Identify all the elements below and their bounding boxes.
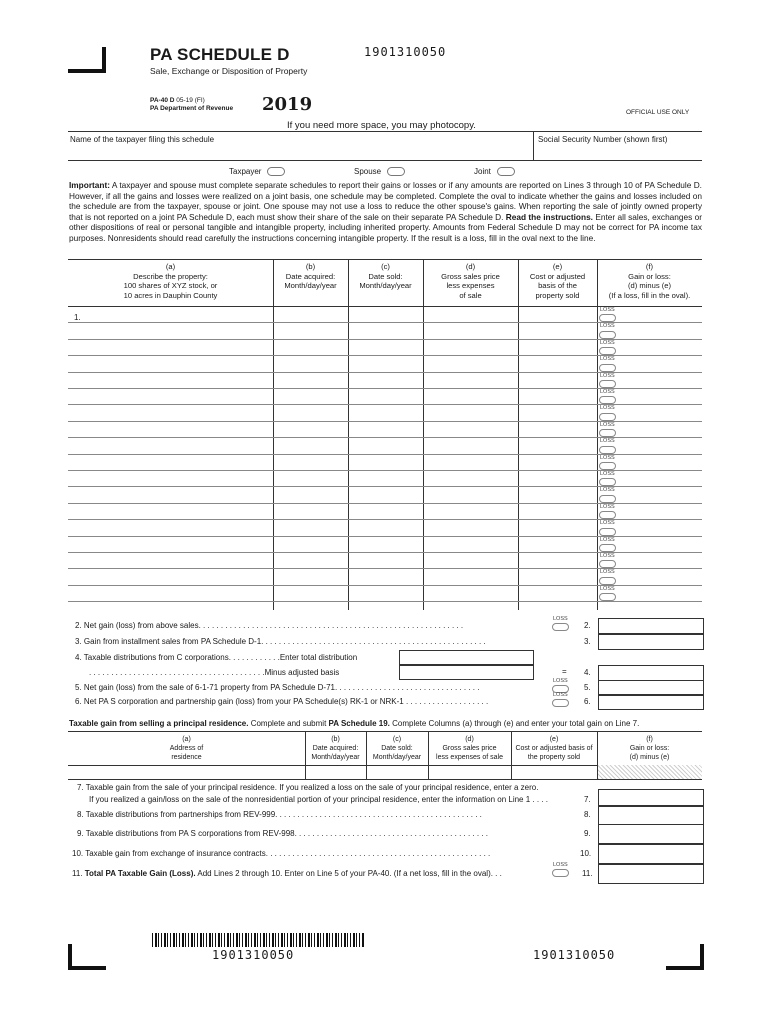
column-header-line: of sale: [459, 290, 482, 300]
residence-column-header-line: the property sold: [527, 754, 581, 761]
residence-column-header-line: less expenses of sale: [436, 754, 503, 761]
loss-oval[interactable]: [599, 314, 616, 322]
line-7-text-2: If you realized a gain/loss on the sale of the nonresidential portion of your principal residence, enter the information on Line 1 . . . .: [89, 795, 548, 804]
column-header-c: [348, 262, 423, 291]
column-header-line: Date sold:: [368, 271, 403, 281]
residence-column-header-line: (d) minus (e): [629, 754, 670, 761]
residence-column-header-line: Address of: [169, 745, 204, 752]
line-11-loss-label: LOSS: [553, 862, 568, 868]
important-instructions: [69, 180, 702, 244]
column-header-d: [423, 262, 518, 300]
column-header-line: basis of the: [538, 281, 577, 290]
residence-column-header-line: Month/day/year: [311, 754, 360, 761]
loss-label: LOSS: [600, 356, 615, 363]
line-11-loss-oval[interactable]: [552, 869, 569, 877]
joint-oval[interactable]: [497, 167, 515, 176]
column-header-line: Describe the property:: [133, 271, 208, 281]
photocopy-note: If you need more space, you may photocopy.: [287, 120, 476, 131]
loss-oval[interactable]: [599, 544, 616, 552]
column-header-line: Month/day/year: [359, 281, 412, 290]
tail-line-amount[interactable]: [598, 824, 704, 844]
summary-line-number: 3.: [584, 637, 591, 646]
line-11-amount[interactable]: [598, 864, 704, 884]
residence-heading-schedule: PA Schedule 19.: [328, 719, 390, 728]
tail-line-text: 8. Taxable distributions from partnerships from REV-999. . . . . . . . . . . . . . . . . . . . . . . . . . . . . . . . . . . . . . . . . . . . . . .: [77, 810, 482, 819]
line-11-prefix: 11.: [72, 869, 85, 878]
loss-oval[interactable]: [599, 413, 616, 421]
summary-loss-oval[interactable]: [552, 623, 569, 631]
column-header-line: property sold: [535, 290, 580, 300]
form-id-revision: 05-19 (FI): [176, 97, 205, 104]
loss-label: LOSS: [600, 339, 615, 346]
loss-label: LOSS: [600, 569, 615, 576]
form-title: PA SCHEDULE D: [150, 45, 290, 64]
tail-line-number: 10.: [580, 849, 592, 858]
column-key: (e): [552, 262, 563, 271]
residence-column-header-line: Gross sales price: [442, 745, 497, 752]
line-1-label: 1.: [74, 313, 81, 322]
summary-line-amount[interactable]: [598, 618, 704, 634]
residence-heading-bold: Taxable gain from selling a principal residence.: [69, 719, 249, 728]
barcode: [152, 933, 364, 947]
loss-oval[interactable]: [599, 528, 616, 536]
loss-oval[interactable]: [599, 478, 616, 486]
line-7-number: 7.: [584, 795, 591, 804]
summary-line-text: . . . . . . . . . . . . . . . . . . . . . . . . . . . . . . . . . . . . . . . .Minus adjusted basis: [89, 668, 340, 677]
summary-loss-label: LOSS: [553, 616, 568, 622]
residence-column-key: (f): [646, 736, 653, 743]
summary-line-number: 4.: [584, 668, 591, 677]
summary-line-number: 5.: [584, 683, 591, 692]
loss-oval[interactable]: [599, 560, 616, 568]
residence-column-key: (b): [331, 736, 340, 743]
line-11-body: Add Lines 2 through 10. Enter on Line 5 of your PA-40. (If a net loss, fill in the oval). . .: [195, 869, 502, 878]
taxpayer-name-field[interactable]: [70, 146, 530, 159]
tail-line-number: 8.: [584, 810, 591, 819]
line-11-bold: Total PA Taxable Gain (Loss).: [84, 869, 196, 878]
loss-label: LOSS: [600, 372, 615, 379]
column-key: (a): [165, 262, 176, 271]
registration-mark-bottom-right: [666, 944, 704, 970]
residence-column-header-f: [597, 735, 702, 762]
important-lead: Important:: [69, 180, 111, 190]
loss-oval[interactable]: [599, 511, 616, 519]
column-header-e: [518, 262, 597, 300]
loss-oval[interactable]: [599, 347, 616, 355]
loss-label: LOSS: [600, 405, 615, 412]
joint-option[interactable]: [474, 167, 515, 176]
ssn-label: Social Security Number (shown first): [538, 135, 668, 144]
spouse-option-label: Spouse: [354, 167, 382, 176]
column-header-line: Cost or adjusted: [529, 271, 586, 281]
summary-line-text: 5. Net gain (loss) from the sale of 6-1-71 property from PA Schedule D-71. . . . . . . . . . . . . . . . . . . . . . . . . . . . . . . . .: [75, 683, 480, 692]
column-key: (b): [305, 262, 316, 271]
loss-label: LOSS: [600, 536, 615, 543]
residence-heading-end: Complete Columns (a) through (e) and enter your total gain on Line 7.: [389, 719, 640, 728]
residence-column-header-c: [366, 735, 428, 762]
tail-line-text: 9. Taxable distributions from PA S corporations from REV-998. . . . . . . . . . . . . . . . . . . . . . . . . . . . . . . . . . . . . . . . . . . .: [77, 829, 488, 838]
loss-label: LOSS: [600, 454, 615, 461]
residence-heading-mid: Complete and submit: [248, 719, 329, 728]
loss-label: LOSS: [600, 323, 615, 330]
form-id: [150, 97, 233, 113]
summary-loss-label: LOSS: [553, 692, 568, 698]
registration-mark-top-left: [68, 47, 106, 73]
summary-line-text: 3. Gain from installment sales from PA Schedule D-1. . . . . . . . . . . . . . . . . . . . . . . . . . . . . . . . . . . . . . . . . . . . . . . . . . .: [75, 637, 486, 646]
column-key: (c): [381, 262, 390, 271]
equals-sign: =: [562, 667, 567, 676]
loss-oval[interactable]: [599, 593, 616, 601]
tail-line-number: 9.: [584, 829, 591, 838]
registration-mark-bottom-left: [68, 944, 106, 970]
column-header-line: 10 acres in Dauphin County: [123, 290, 218, 300]
residence-column-header-line: Date sold:: [381, 745, 413, 752]
important-text-2: Enter all sales, exchanges or other dispositions of real or personal tangible and intangible property, including inherited property. Amounts from Federal Schedule D may not be correct for PA income tax purposes. Nonresidents should read carefully the instructions concerning intangible property. If the result is a loss, fill in the oval next to the line.: [69, 211, 703, 243]
loss-oval[interactable]: [599, 446, 616, 454]
summary-line-amount[interactable]: [598, 694, 704, 710]
ssn-field[interactable]: [538, 146, 700, 159]
form-code-bottom-left: 1901310050: [212, 948, 295, 962]
loss-label: LOSS: [600, 307, 615, 313]
residence-column-header-line: Cost or adjusted basis of: [515, 745, 593, 752]
summary-line-text: 4. Taxable distributions from C corporations. . . . . . . . . . . .Enter total distribution: [75, 653, 358, 662]
loss-oval[interactable]: [599, 577, 616, 585]
column-header-line: (If a loss, fill in the oval).: [608, 290, 691, 300]
taxpayer-oval[interactable]: [267, 167, 285, 176]
loss-label: LOSS: [600, 553, 615, 559]
line-11-number: 11.: [582, 869, 593, 878]
taxpayer-option[interactable]: [229, 167, 285, 176]
tail-line-amount[interactable]: [598, 844, 704, 864]
loss-label: LOSS: [600, 438, 615, 445]
spouse-oval[interactable]: [387, 167, 405, 176]
form-code-top: 1901310050: [364, 45, 447, 59]
residence-column-header-e: [511, 735, 597, 762]
loss-label: LOSS: [600, 585, 615, 592]
form-subtitle: Sale, Exchange or Disposition of Property: [150, 66, 308, 76]
joint-option-label: Joint: [474, 167, 491, 176]
loss-label: LOSS: [600, 421, 615, 428]
official-use-label: OFFICIAL USE ONLY: [626, 109, 690, 116]
loss-oval[interactable]: [599, 495, 616, 503]
summary-loss-oval[interactable]: [552, 699, 569, 707]
residence-column-header-line: Month/day/year: [372, 754, 422, 761]
column-header-line: Month/day/year: [284, 281, 337, 290]
loss-label: LOSS: [600, 471, 615, 477]
department: PA Department of Revenue: [150, 105, 234, 112]
column-header-b: [273, 262, 348, 291]
summary-line-text: 2. Net gain (loss) from above sales. . . . . . . . . . . . . . . . . . . . . . . . . . . . . . . . . . . . . . . . . . . . . . . . . . . . . . . . . . . .: [75, 621, 464, 630]
loss-oval[interactable]: [599, 364, 616, 372]
residence-column-key: (d): [465, 736, 474, 743]
loss-oval[interactable]: [599, 429, 616, 437]
residence-column-header-line: residence: [171, 754, 202, 761]
line-7-text-1: 7. Taxable gain from the sale of your principal residence. If you realized a loss on the sale of your principal residence, enter a zero.: [77, 783, 539, 792]
taxpayer-name-label: Name of the taxpayer filing this schedule: [70, 135, 215, 144]
residence-column-header-line: Gain or loss:: [629, 745, 670, 752]
column-header-line: Date acquired:: [285, 271, 336, 281]
loss-oval[interactable]: [599, 331, 616, 339]
column-header-line: 100 shares of XYZ stock, or: [123, 281, 218, 290]
important-text-1: A taxpayer and spouse must complete separate schedules to report their gains or losses or if any amounts are reported on Lines 3 through 10 of PA Schedule D. However, if all the gains and losses were realized on a joint basis, one schedule may be completed. Complete the oval to indicate whether the gains and losses included on the schedule are from the taxpayer, spouse or joint. One spouse may not use a loss to reduce the other spouse's gains. When reporting the sale of jointly owned property that is not reported on a joint PA Schedule D, each must show their share of the sale on their separate PA Schedule D.: [69, 180, 702, 222]
column-header-f: [597, 262, 702, 300]
form-code-bottom-right: 1901310050: [533, 948, 616, 962]
loss-oval[interactable]: [599, 462, 616, 470]
spouse-option[interactable]: [354, 167, 405, 176]
loss-oval[interactable]: [599, 396, 616, 404]
residence-column-key: (c): [392, 736, 402, 743]
summary-line-number: 6.: [584, 697, 591, 706]
column-key: (d): [465, 262, 476, 271]
important-bold: Read the instructions.: [505, 211, 593, 222]
column-header-a: [68, 262, 273, 300]
tail-line-amount[interactable]: [598, 805, 704, 825]
summary-line-amount[interactable]: [598, 665, 704, 681]
summary-line-number: 2.: [584, 621, 591, 630]
residence-column-header-line: Date acquired:: [312, 745, 359, 752]
loss-label: LOSS: [600, 389, 615, 395]
form-id-code: PA-40 D: [150, 97, 175, 104]
loss-oval[interactable]: [599, 380, 616, 388]
loss-label: LOSS: [600, 487, 615, 494]
loss-label: LOSS: [600, 520, 615, 527]
tail-line-text: 10. Taxable gain from exchange of insurance contracts. . . . . . . . . . . . . . . . . . . . . . . . . . . . . . . . . . . . . . . . . . . . . . . . . . .: [72, 849, 491, 858]
residence-column-header-d: [428, 735, 511, 762]
column-header-line: less expenses: [446, 281, 495, 290]
column-key: (f): [645, 262, 654, 271]
summary-line-amount[interactable]: [598, 634, 704, 650]
column-header-line: Gain or loss:: [628, 271, 671, 281]
column-header-line: Gross sales price: [441, 271, 500, 281]
tax-year: 2019: [262, 94, 313, 115]
residence-column-header-a: [68, 735, 305, 762]
line-11-text: [72, 869, 502, 878]
taxpayer-option-label: Taxpayer: [229, 167, 262, 176]
loss-label: LOSS: [600, 503, 615, 510]
residence-heading: [69, 719, 639, 728]
residence-column-key: (e): [549, 736, 559, 743]
residence-column-key: (a): [182, 736, 191, 743]
summary-loss-label: LOSS: [553, 678, 568, 684]
column-header-line: (d) minus (e): [627, 281, 672, 290]
adjusted-basis-field[interactable]: [399, 664, 534, 680]
residence-gain-shaded-cell: [598, 765, 702, 779]
summary-line-text: 6. Net PA S corporation and partnership gain (loss) from your PA Schedule(s) RK-1 or NRK-1 . . . . . . . . . . . . . . . . . . .: [75, 697, 489, 706]
residence-column-header-b: [305, 735, 366, 762]
